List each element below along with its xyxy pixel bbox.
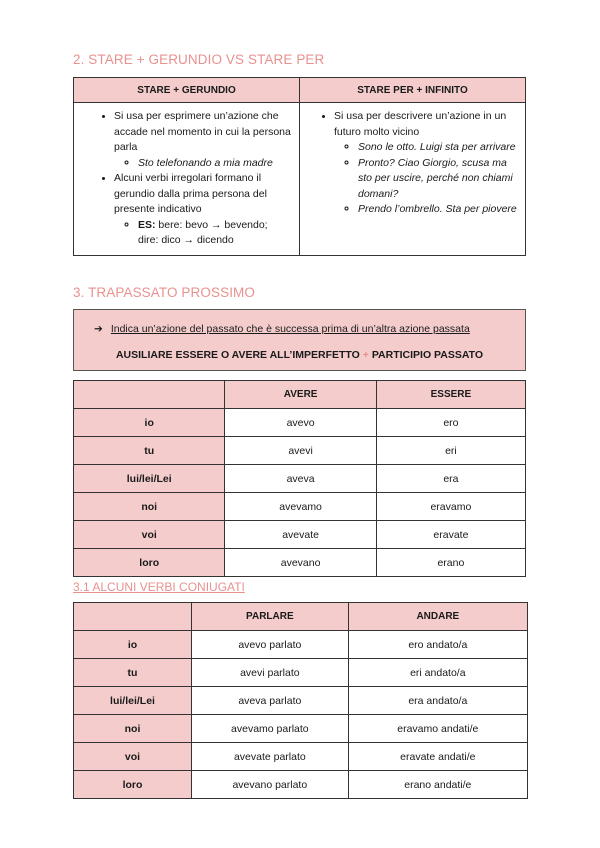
example-item: ◦ Pronto? Ciao Giorgio, scusa ma sto per uscire, perché non chiami domani?: [358, 156, 521, 203]
arrow-icon: ➔: [94, 323, 103, 335]
list-item: • Alcuni verbi irregolari formano il gerundio dalla prima persona del presente indicativo ◦ ES: bere: bevo → bevendo; dire: dico → dicendo: [114, 171, 295, 249]
table-row: lui/lei/Lei aveva parlato era andato/a: [74, 687, 528, 715]
table-row: noi avevamo parlato eravamo andati/e: [74, 715, 528, 743]
header-empty: [74, 603, 192, 631]
definition-text: Indica un’azione del passato che è successa prima di un’altra azione passata: [110, 323, 470, 335]
essere-header: ESSERE: [376, 381, 525, 409]
trapassato-table: [73, 380, 526, 577]
stare-per-cell: [300, 103, 526, 256]
table-row: voi avevate parlato eravate andati/e: [74, 743, 528, 771]
section-3-title: 3. TRAPASSATO PROSSIMO: [73, 285, 255, 300]
table-row: io avevo ero: [74, 409, 526, 437]
section-2-title: 2. STARE + GERUNDIO VS STARE PER: [73, 52, 325, 67]
stare-per-header: STARE PER + INFINITO: [300, 78, 526, 103]
header-empty: [74, 381, 225, 409]
table-row: noi avevamo eravamo: [74, 493, 526, 521]
example-item: ◦ Sono le otto. Luigi sta per arrivare: [358, 140, 521, 156]
example-item: ◦ Sto telefonando a mia madre: [138, 156, 295, 172]
stare-gerundio-cell: [74, 103, 300, 256]
table-row: loro avevano parlato erano andati/e: [74, 771, 528, 799]
table-row: io avevo parlato ero andato/a: [74, 631, 528, 659]
table-row: tu avevi eri: [74, 437, 526, 465]
list-item: • Si usa per descrivere un’azione in un futuro molto vicino ◦ Sono le otto. Luigi sta per arrivare ◦ Pronto? Ciao Giorgio, scusa ma sto per uscire, perché non chiami domani? ◦ Prendo l’ombrello. Sta per piovere: [334, 109, 521, 218]
table-row: tu avevi parlato eri andato/a: [74, 659, 528, 687]
example-item: ◦ ES: bere: bevo → bevendo; dire: dico → dicendo: [138, 218, 295, 249]
verbi-coniugati-table: [73, 602, 528, 799]
parlare-header: PARLARE: [192, 603, 349, 631]
definition-callout: [73, 309, 526, 371]
table-row: loro avevano erano: [74, 549, 526, 577]
example-item: ◦ Prendo l’ombrello. Sta per piovere: [358, 202, 521, 218]
section-3-1-title: 3.1 ALCUNI VERBI CONIUGATI: [73, 580, 245, 594]
stare-gerundio-header: STARE + GERUNDIO: [74, 78, 300, 103]
avere-header: AVERE: [225, 381, 376, 409]
table-row: lui/lei/Lei aveva era: [74, 465, 526, 493]
comparison-table: [73, 77, 526, 256]
andare-header: ANDARE: [348, 603, 527, 631]
list-item: • Si usa per esprimere un’azione che accade nel momento in cui la persona parla ◦ Sto telefonando a mia madre: [114, 109, 295, 171]
plus-sign: +: [362, 349, 369, 361]
formula: AUSILIARE ESSERE O AVERE ALL’IMPERFETTO + PARTICIPIO PASSATO: [115, 349, 484, 361]
table-row: voi avevate eravate: [74, 521, 526, 549]
